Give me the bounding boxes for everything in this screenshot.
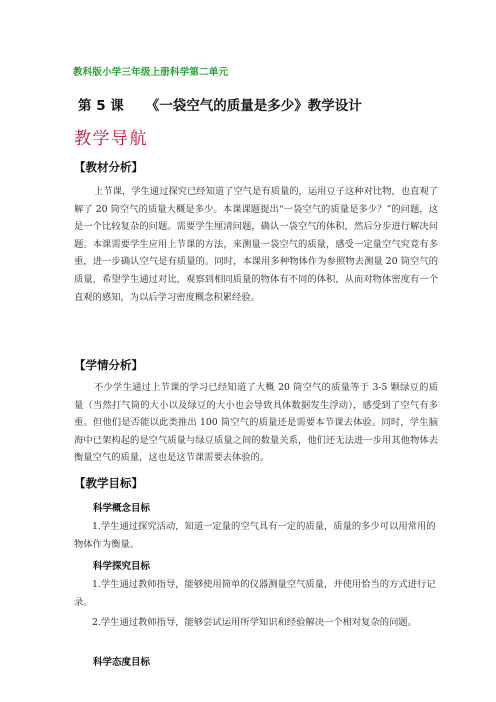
teaching-goals-heading: 【教学目标】 — [74, 476, 143, 490]
subject-header: 教科版小学三年级上册科学第二单元 — [73, 67, 229, 78]
attitude-goal-heading: 科学态度目标 — [93, 657, 151, 668]
lesson-number: 第 5 课 — [78, 98, 124, 114]
concept-goal-item-1: 1.学生通过探究活动，知道一定量的空气具有一定的质量，质量的多少可以用常用的物体作为衡量。 — [74, 521, 436, 550]
inquiry-goal-item-2: 2.学生通过教师指导，能够尝试运用所学知识和经验解决一个相对复杂的问题。 — [92, 617, 417, 628]
student-analysis-text: 不少学生通过上节课的学习已经知道了大概 20 筒空气的质量等于 3-5 颗绿豆的质量（当然打气筒的大小以及绿豆的大小也会导致具体数据发生浮动），感受到了空气有多重。但他们是否能以此类推出 100 筒空气的质量还是需要本节课去体验。同时，学生脑海中已架构起的是空气质量与绿豆质量之间的数量关系，他们还无法进一步用其他物体去衡量空气的质量，这也是这节课需要去体验的。 — [74, 382, 438, 464]
guide-heading: 教学导航 — [74, 129, 148, 149]
inquiry-goal-heading: 科学探究目标 — [93, 561, 151, 572]
material-analysis-heading: 【教材分析】 — [74, 160, 143, 174]
lesson-name: 《一袋空气的质量是多少》教学设计 — [145, 98, 362, 114]
inquiry-goal-item-1: 1.学生通过教师指导，能够使用简单的仪器测量空气质量，并使用恰当的方式进行记录。 — [74, 579, 436, 608]
material-analysis-text: 上节课，学生通过探究已经知道了空气是有质量的，运用豆子这种对比物，也直观了解了 20 筒空气的质量大概是多少。本课课题提出“一袋空气的质量是多少？”的问题，这是一个比较复杂的问题。需要学生厘清问题，确认一袋空气的体积，然后分步进行解决问题。本课需要学生应用上节课的方法，来测量一袋空气的质量，感受一定量空气究竟有多重，进一步确认空气是有质量的。同时，本课用多种物体作为参照物去测量 20 筒空气的质量，希望学生通过对比，观察到相同质量的物体有不同的体积，从而对物体密度有一个直观的感知，为以后学习密度概念积累经验。 — [74, 186, 438, 303]
lesson-title — [78, 94, 362, 114]
concept-goal-heading: 科学概念目标 — [93, 503, 151, 514]
student-analysis-heading: 【学情分析】 — [74, 358, 143, 372]
